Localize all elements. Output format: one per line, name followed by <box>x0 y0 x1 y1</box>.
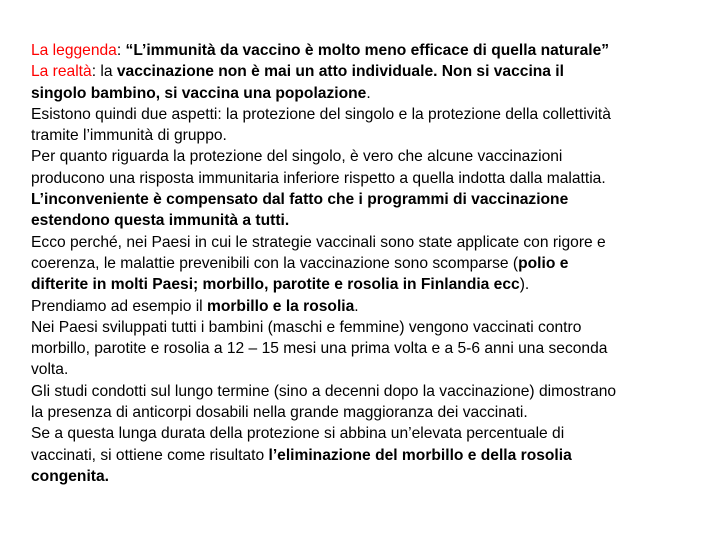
conclusion-line-2 <box>31 445 711 466</box>
myth-colon: : <box>116 42 126 59</box>
myth-statement: “L’immunità da vaccino è molto meno efficace di quella naturale” <box>125 42 610 59</box>
aspects-line-2: tramite l’immunità di gruppo. <box>31 127 227 145</box>
reality-end: . <box>366 84 371 102</box>
countries-end: ). <box>519 276 530 294</box>
conclusion-line-3: congenita. <box>31 467 109 485</box>
conclusion-text-bold-1: l’eliminazione del morbillo e della rosolia <box>268 446 572 464</box>
reality-text-bold-2: singolo bambino, si vaccina una popolazione <box>31 84 367 102</box>
reality-label: La realtà <box>31 63 92 81</box>
conclusion-text-normal: vaccinati, si ottiene come risultato <box>31 446 269 464</box>
reality-colon: : <box>91 63 101 81</box>
countries-line-3 <box>31 274 711 295</box>
reality-line-1 <box>31 61 711 82</box>
schedule-line-3: volta. <box>31 361 69 379</box>
individual-line-1: Per quanto riguarda la protezione del singolo, è vero che alcune vaccinazioni <box>31 148 563 166</box>
studies-line-1: Gli studi condotti sul lungo termine (sino a decenni dopo la vaccinazione) dimostrano <box>31 382 617 400</box>
conclusion-line-1: Se a questa lunga durata della protezione si abbina un’elevata percentuale di <box>31 425 565 443</box>
schedule-line-1: Nei Paesi sviluppati tutti i bambini (maschi e femmine) vengono vaccinati contro <box>31 318 582 336</box>
reality-text-bold-1: vaccinazione non è mai un atto individuale. Non si vaccina il <box>116 63 564 81</box>
example-end: . <box>354 297 359 315</box>
aspects-line-1: Esistono quindi due aspetti: la protezione del singolo e la protezione della collettività <box>31 105 611 123</box>
countries-line-1: Ecco perché, nei Paesi in cui le strategie vaccinali sono state applicate con rigore e <box>31 233 606 251</box>
countries-line-2 <box>31 253 711 274</box>
individual-line-3: L’inconveniente è compensato dal fatto che i programmi di vaccinazione <box>31 191 569 209</box>
myth-line <box>31 40 711 61</box>
slide-text-body <box>31 40 711 487</box>
example-text-bold: morbillo e la rosolia <box>206 297 355 315</box>
individual-line-2: producono una risposta immunitaria inferiore rispetto a quella indotta dalla malattia. <box>31 169 606 187</box>
myth-label: La leggenda <box>31 42 117 59</box>
countries-text-normal: coerenza, le malattie prevenibili con la vaccinazione sono scomparse ( <box>31 254 519 272</box>
reality-line-2 <box>31 83 711 104</box>
example-text-normal: Prendiamo ad esempio il <box>31 297 207 315</box>
schedule-line-2: morbillo, parotite e rosolia a 12 – 15 mesi una prima volta e a 5-6 anni una seconda <box>31 340 608 358</box>
countries-text-bold-1: polio e <box>518 254 569 272</box>
countries-text-bold-2: difterite in molti Paesi; morbillo, parotite e rosolia in Finlandia ecc <box>31 276 520 294</box>
studies-line-2: la presenza di anticorpi dosabili nella grande maggioranza dei vaccinati. <box>31 404 528 422</box>
example-line <box>31 296 711 317</box>
individual-line-4: estendono questa immunità a tutti. <box>31 212 290 230</box>
reality-text-normal: la <box>100 63 117 81</box>
